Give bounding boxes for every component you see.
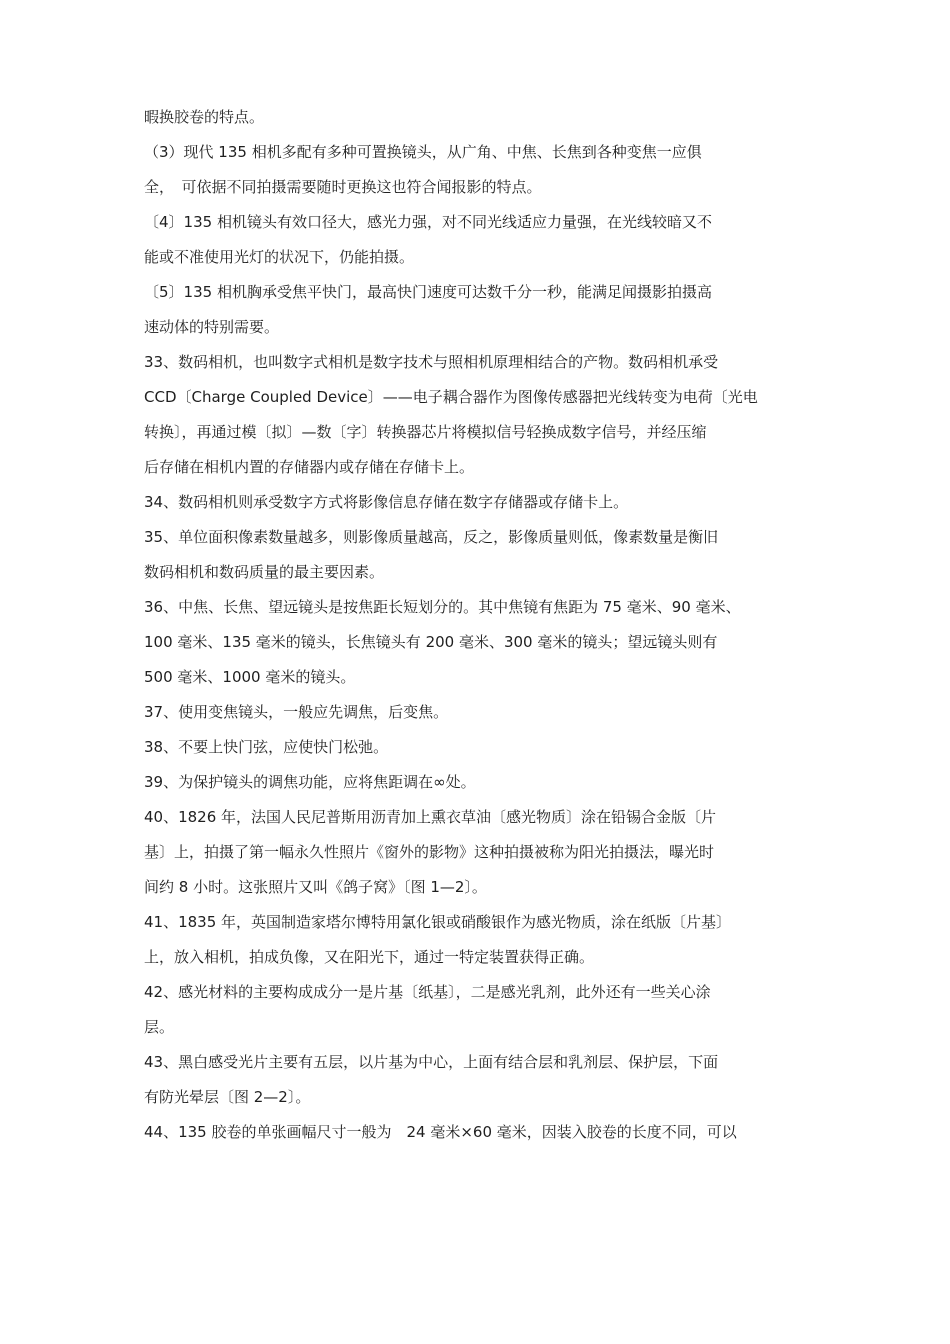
- text-line: 41、1835 年，英国制造家塔尔博特用氯化银或硝酸银作为感光物质，涂在纸版〔片基〕: [144, 913, 732, 931]
- text-line: 44、135 胶卷的单张画幅尺寸一般为 24 毫米×60 毫米，因装入胶卷的长度不同，可以: [144, 1123, 737, 1141]
- text-line: 数码相机和数码质量的最主要因素。: [144, 563, 385, 581]
- text-line: 40、1826 年，法国人民尼普斯用沥青加上熏衣草油〔感光物质〕涂在铅锡合金版〔片: [144, 808, 717, 826]
- text-line: 43、黑白感受光片主要有五层，以片基为中心，上面有结合层和乳剂层、保护层，下面: [144, 1053, 719, 1071]
- text-line: 基〕上，拍摄了第一幅永久性照片《窗外的影物》这种拍摄被称为阳光拍摄法，曝光时: [144, 843, 715, 861]
- text-line: 〔5〕135 相机胸承受焦平快门，最高快门速度可达数千分一秒，能满足闻摄影拍摄高: [144, 283, 712, 301]
- text-line: 间约 8 小时。这张照片又叫《鸽子窝》〔图 1—2〕。: [144, 878, 487, 896]
- text-line: 暇换胶卷的特点。: [144, 108, 265, 126]
- text-line: 全， 可依据不同拍摄需要随时更换这也符合闻报影的特点。: [144, 178, 542, 196]
- text-line: 后存储在相机内置的存储器内或存储在存储卡上。: [144, 458, 475, 476]
- document-body: [144, 100, 814, 1150]
- text-line: 37、使用变焦镜头，一般应先调焦，后变焦。: [144, 703, 449, 721]
- text-line: 上，放入相机，拍成负像，又在阳光下，通过一特定装置获得正确。: [144, 948, 595, 966]
- text-line: 42、感光材料的主要构成成分一是片基〔纸基〕，二是感光乳剂，此外还有一些关心涂: [144, 983, 711, 1001]
- text-line: 500 毫米、1000 毫米的镜头。: [144, 668, 356, 686]
- text-line: 〔4〕135 相机镜头有效口径大，感光力强，对不同光线适应力量强，在光线较暗又不: [144, 213, 712, 231]
- text-line: 36、中焦、长焦、望远镜头是按焦距长短划分的。其中焦镜有焦距为 75 毫米、90 毫米、: [144, 598, 741, 616]
- text-line: 38、不要上快门弦，应使快门松弛。: [144, 738, 389, 756]
- text-line: CCD〔Charge Coupled Device〕——电子耦合器作为图像传感器把光线转变为电荷〔光电: [144, 388, 758, 406]
- text-line: 转换〕，再通过模〔拟〕—数〔字〕转换器芯片将模拟信号轻换成数字信号，并经压缩: [144, 423, 707, 441]
- text-line: 有防光晕层〔图 2—2〕。: [144, 1088, 311, 1106]
- text-line: （3）现代 135 相机多配有多种可置换镜头，从广角、中焦、长焦到各种变焦一应俱: [144, 143, 702, 161]
- text-line: 100 毫米、135 毫米的镜头，长焦镜头有 200 毫米、300 毫米的镜头；望远镜头则有: [144, 633, 718, 651]
- text-line: 能或不准使用光灯的状况下，仍能拍摄。: [144, 248, 415, 266]
- text-line: 39、为保护镜头的调焦功能，应将焦距调在∞处。: [144, 773, 476, 791]
- text-line: 速动体的特别需要。: [144, 318, 280, 336]
- text-line: 35、单位面积像素数量越多，则影像质量越高，反之，影像质量则低，像素数量是衡旧: [144, 528, 719, 546]
- text-line: 34、数码相机则承受数字方式将影像信息存储在数字存储器或存储卡上。: [144, 493, 629, 511]
- text-line: 层。: [144, 1018, 175, 1036]
- text-line: 33、数码相机，也叫数字式相机是数字技术与照相机原理相结合的产物。数码相机承受: [144, 353, 719, 371]
